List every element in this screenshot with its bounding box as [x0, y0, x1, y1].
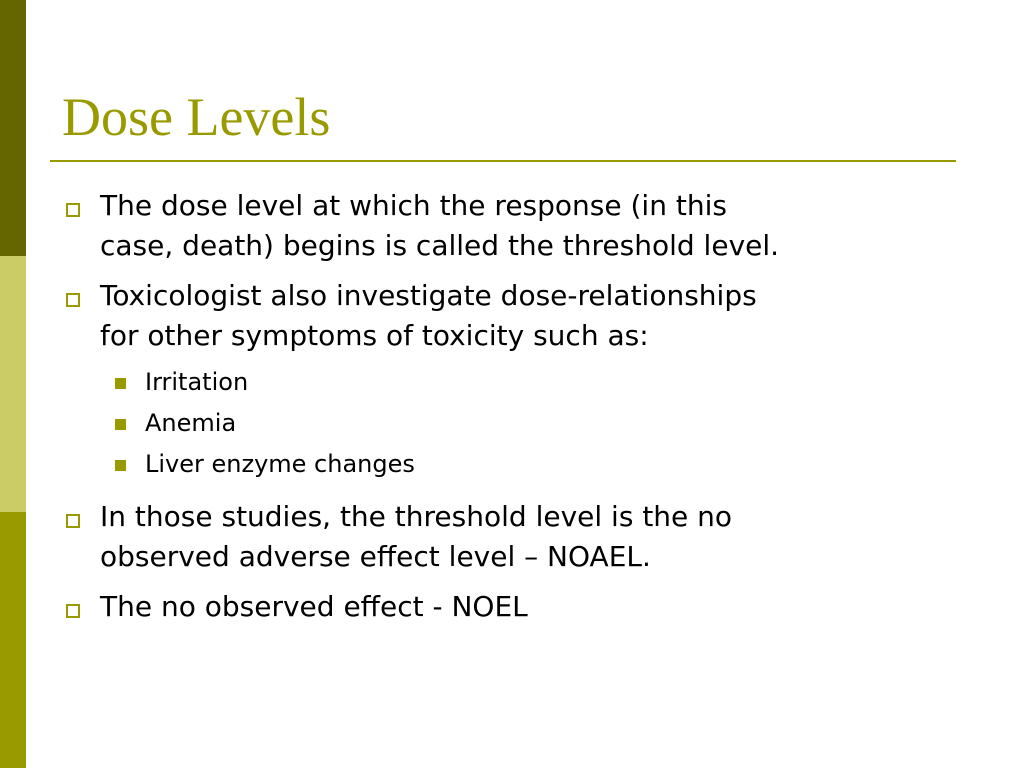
bullet-item-3: [62, 497, 962, 577]
bullet-item-1: [62, 186, 962, 266]
sub-bullet-text: Anemia: [145, 409, 237, 437]
bullet-text-line: for other symptoms of toxicity such as:: [100, 319, 649, 352]
hollow-square-bullet-icon: [66, 203, 80, 217]
sub-bullet-item: [62, 403, 962, 444]
bullet-text-line: case, death) begins is called the threshold level.: [100, 229, 780, 262]
filled-square-bullet-icon: [115, 378, 126, 389]
sub-bullet-text: Liver enzyme changes: [145, 450, 415, 478]
filled-square-bullet-icon: [115, 460, 126, 471]
bullet-text-line: In those studies, the threshold level is the no: [100, 500, 733, 533]
side-bar-bottom-segment: [0, 512, 26, 768]
slide-title: Dose Levels: [62, 87, 331, 147]
sub-bullet-item: [62, 444, 962, 485]
hollow-square-bullet-icon: [66, 514, 80, 528]
bullet-item-2: [62, 276, 962, 356]
hollow-square-bullet-icon: [66, 604, 80, 618]
bullet-text-line: The dose level at which the response (in this: [100, 189, 727, 222]
sub-bullet-list: [62, 362, 962, 485]
title-underline: [50, 160, 956, 162]
side-bar-top-segment: [0, 0, 26, 256]
sub-bullet-text: Irritation: [145, 368, 249, 396]
slide-content: [62, 186, 962, 637]
bullet-text-line: observed adverse effect level – NOAEL.: [100, 540, 651, 573]
side-bar-middle-segment: [0, 256, 26, 512]
sub-bullet-item: [62, 362, 962, 403]
bullet-text-line: Toxicologist also investigate dose-relationships: [100, 279, 757, 312]
hollow-square-bullet-icon: [66, 293, 80, 307]
bullet-item-4: [62, 587, 962, 627]
filled-square-bullet-icon: [115, 419, 126, 430]
bullet-text-line: The no observed effect - NOEL: [100, 590, 528, 623]
